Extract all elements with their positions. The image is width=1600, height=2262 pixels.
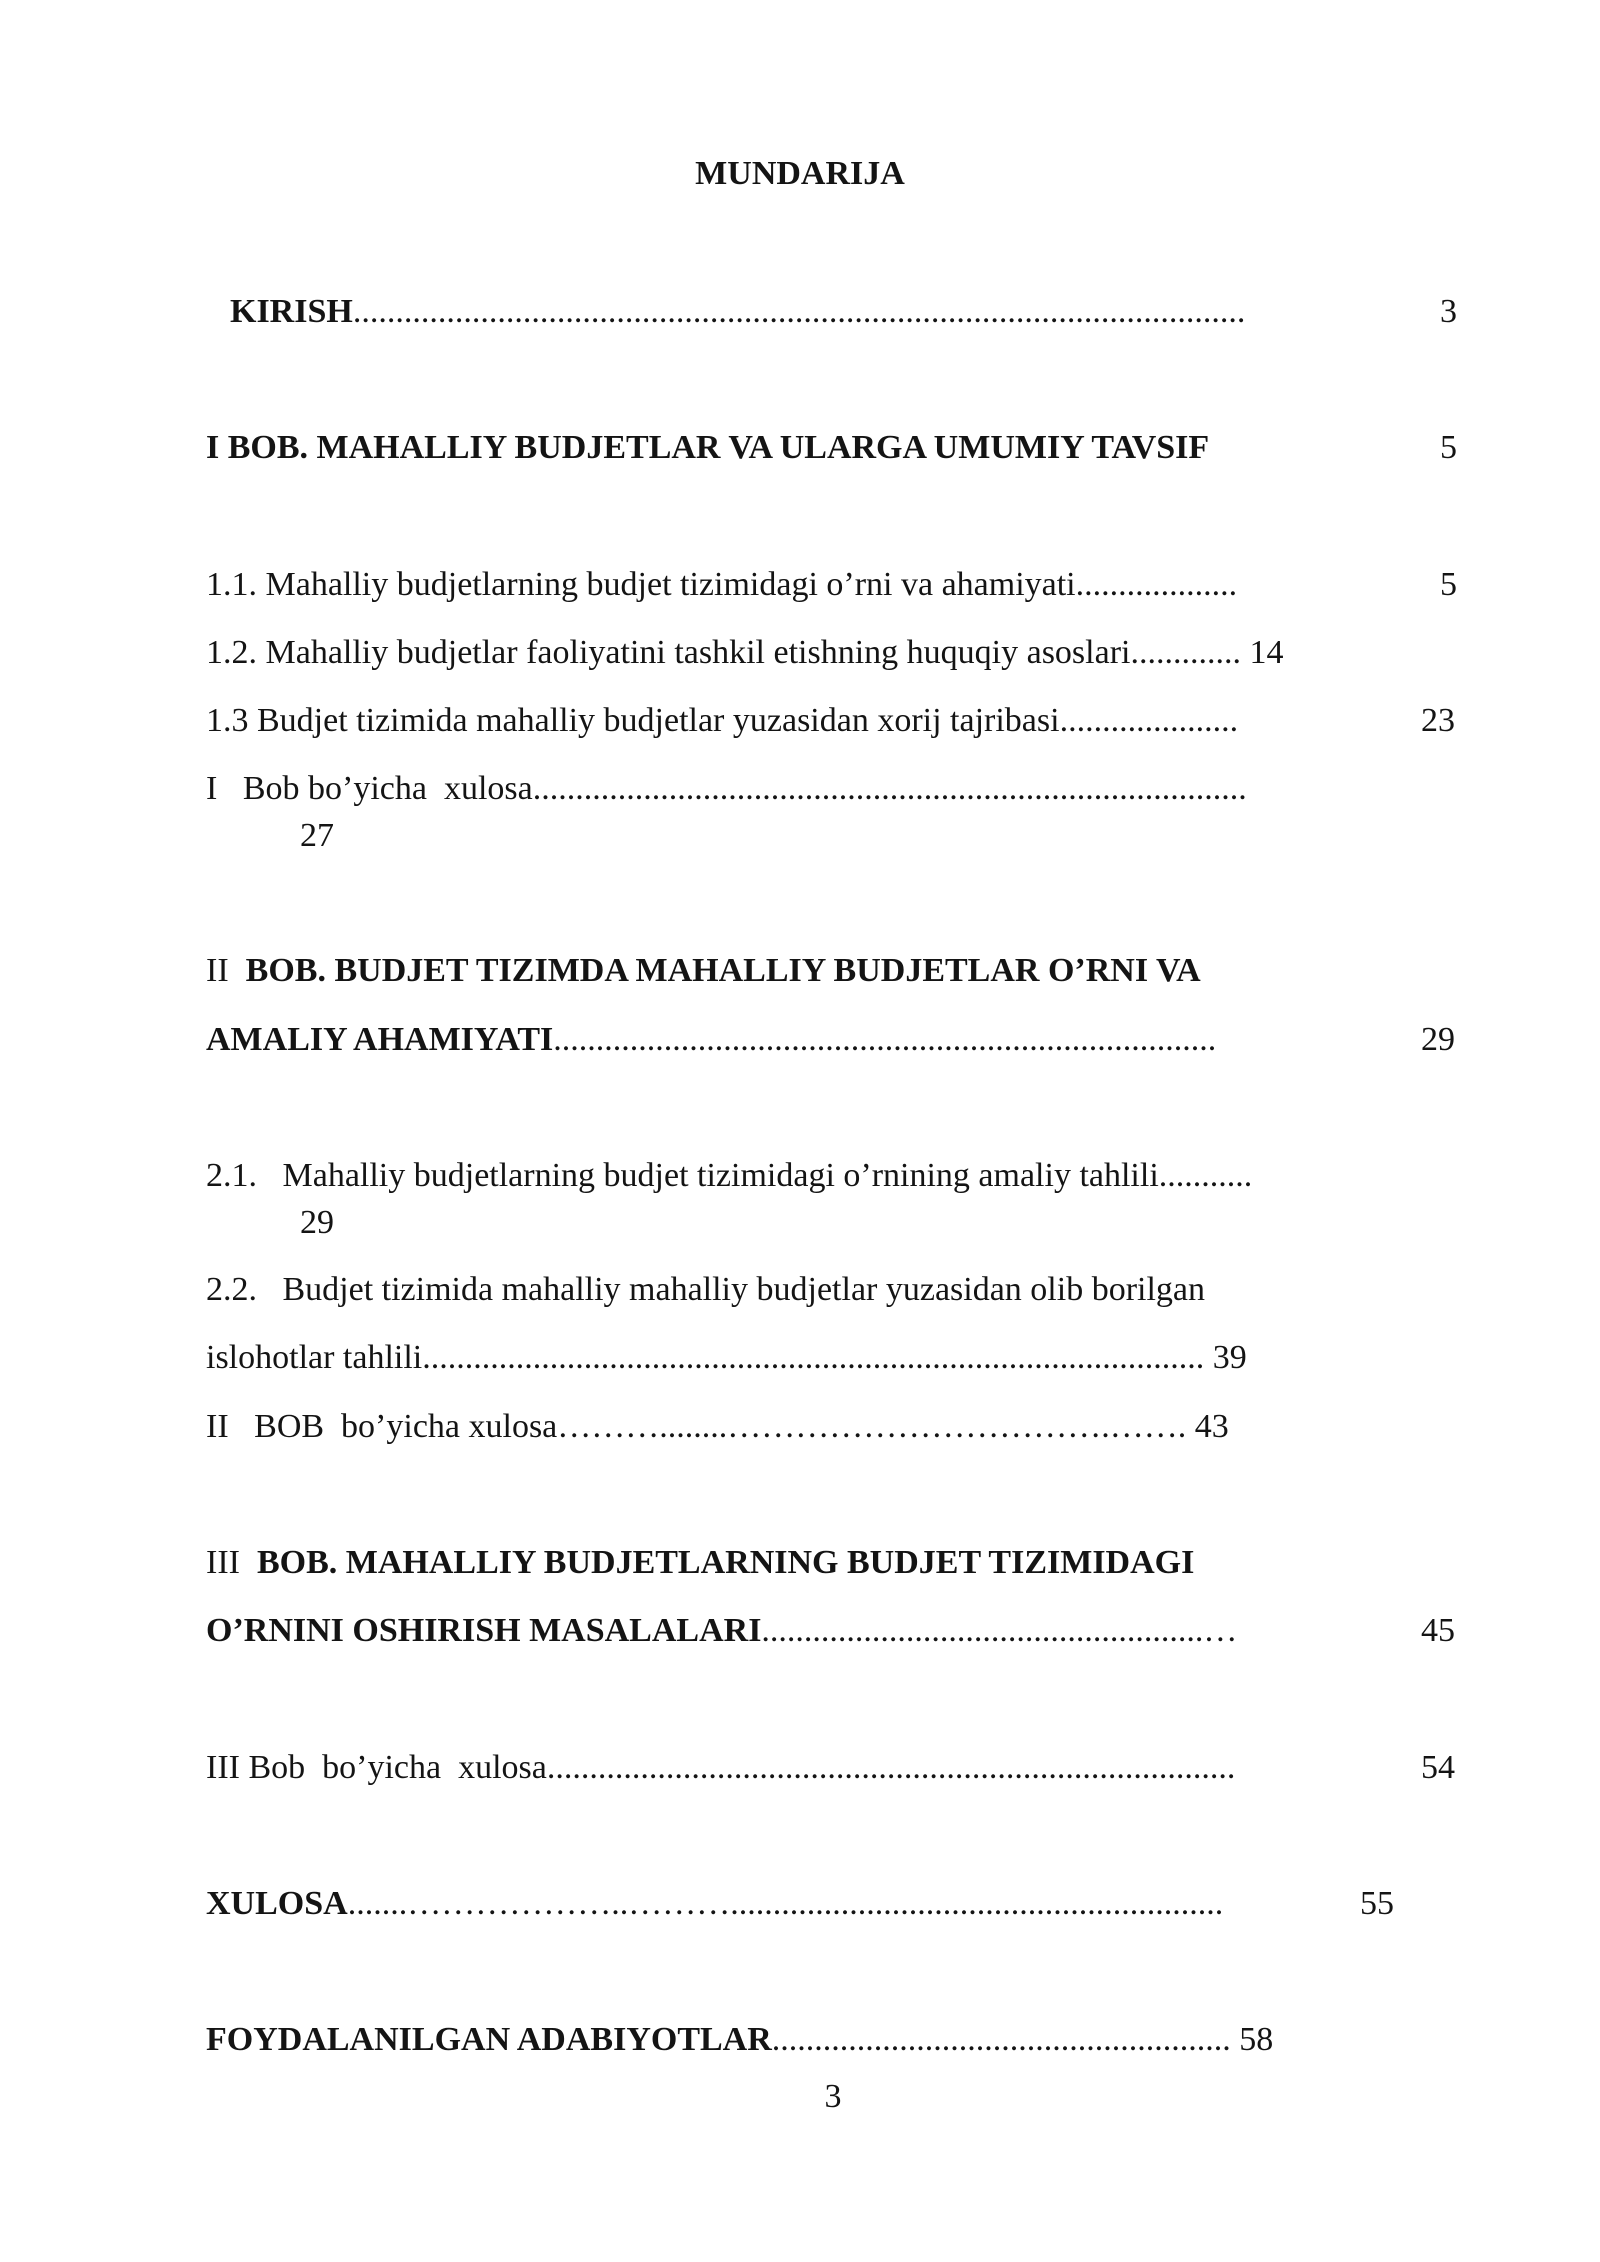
chapter-title: BOB. MAHALLIY BUDJETLARNING BUDJET TIZIMIDAGI	[256, 1544, 1195, 1581]
toc-section-2-2: 2.2. Budjet tizimida mahalliy mahalliy budjetlar yuzasidan olib borilgan	[206, 1271, 1205, 1308]
page-title: MUNDARIJA	[695, 155, 905, 192]
toc-summary-2: II BOB bo’yicha xulosa………........…………………………….……. 43	[206, 1408, 1229, 1445]
toc-page-number: 3	[1440, 293, 1457, 330]
toc-chapter-2	[206, 954, 1201, 988]
toc-section-1-3: 1.3 Budjet tizimida mahalliy budjetlar yuzasidan xorij tajribasi.....................	[206, 702, 1239, 739]
toc-entry-dots: .........................................................................................................	[352, 293, 1246, 330]
toc-entry-kirish	[230, 295, 1245, 329]
toc-summary-3: III Bob bo’yicha xulosa.................................................................................	[206, 1749, 1236, 1786]
toc-entry-dots: ...................................................... 58	[771, 2021, 1274, 2058]
page-number: 3	[824, 2078, 842, 2115]
toc-page-number: 27	[300, 817, 334, 854]
toc-section-2-2-line2: islohotlar tahlili............................................................................................ 39	[206, 1339, 1247, 1376]
chapter-prefix: II	[206, 952, 246, 989]
toc-entry-xulosa	[206, 1887, 1223, 1921]
toc-chapter-3	[206, 1546, 1194, 1580]
toc-entry-label: FOYDALANILGAN ADABIYOTLAR	[206, 2021, 772, 2058]
toc-entry-references	[206, 2023, 1273, 2057]
toc-page-number: 45	[1421, 1612, 1455, 1649]
toc-section-1-2: 1.2. Mahalliy budjetlar faoliyatini tashkil etishning huquqiy asoslari............. 14	[206, 634, 1284, 671]
toc-chapter-3-line2	[206, 1614, 1237, 1648]
chapter-title: O’RNINI OSHIRISH MASALALARI	[206, 1612, 762, 1649]
toc-page-number: 5	[1440, 429, 1457, 466]
toc-section-2-1: 2.1. Mahalliy budjetlarning budjet tizimidagi o’rnining amaliy tahlili...........	[206, 1157, 1253, 1194]
toc-section-1-1: 1.1. Mahalliy budjetlarning budjet tizimidagi o’rni va ahamiyati...................	[206, 566, 1238, 603]
toc-summary-1: I Bob bo’yicha xulosa....................................................................................	[206, 770, 1247, 807]
toc-chapter-1: I BOB. MAHALLIY BUDJETLAR VA ULARGA UMUMIY TAVSIF	[206, 429, 1210, 466]
toc-entry-label: KIRISH	[230, 293, 353, 330]
toc-page-number: 5	[1440, 566, 1457, 603]
toc-page-number: 29	[300, 1204, 334, 1241]
toc-page-number: 55	[1360, 1885, 1394, 1922]
toc-chapter-2-line2	[206, 1023, 1216, 1057]
toc-entry-label: XULOSA	[206, 1885, 348, 1922]
toc-page-number: 29	[1421, 1021, 1455, 1058]
toc-entry-dots: .......………………..………..........................................................	[347, 1885, 1224, 1922]
chapter-title: BOB. BUDJET TIZIMDA MAHALLIY BUDJETLAR O’RNI VA	[245, 952, 1201, 989]
toc-entry-dots: ....................................................…	[761, 1612, 1238, 1649]
toc-entry-dots: ..............................................................................	[553, 1021, 1217, 1058]
chapter-prefix: III	[206, 1544, 257, 1581]
chapter-title: AMALIY AHAMIYATI	[206, 1021, 554, 1058]
toc-page-number: 23	[1421, 702, 1455, 739]
toc-page-number: 54	[1421, 1749, 1455, 1786]
